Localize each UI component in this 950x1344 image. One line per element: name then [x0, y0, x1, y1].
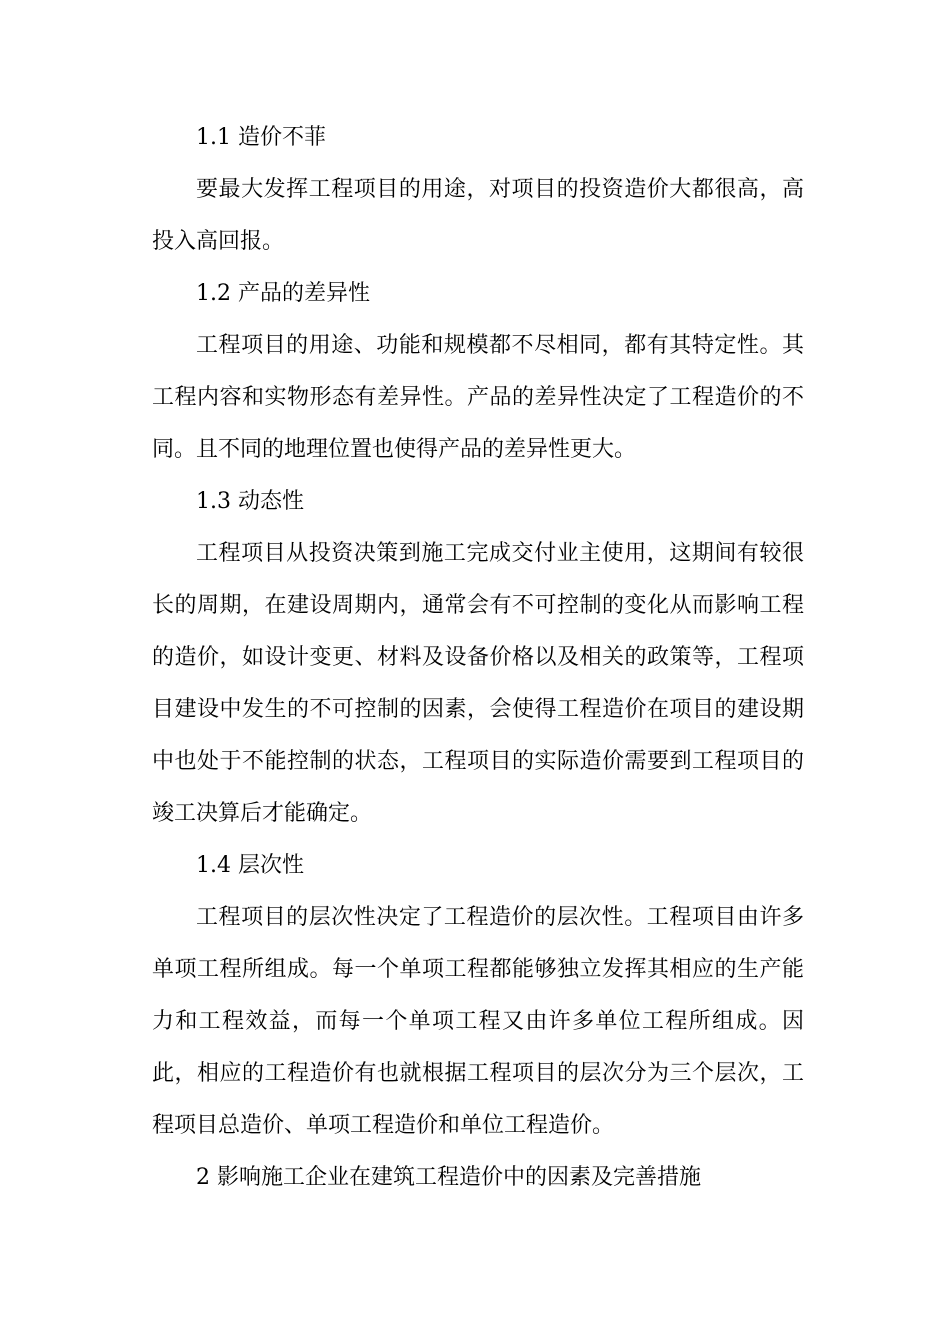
paragraph-dynamic: 工程项目从投资决策到施工完成交付业主使用，这期间有较很长的周期，在建设周期内，通常会有不可控制的变化从而影响工程的造价，如设计变更、材料及设备价格以及相关的政策等，工程项目建设中发生的不可控制的因素，会使得工程造价在项目的建设期中也处于不能控制的状态，工程项目的实际造价需要到工程项目的竣工决算后才能确定。 [152, 541, 804, 826]
section-heading-1-3: 1.3 动态性 [196, 489, 304, 514]
section-heading-1-1: 1.1 造价不菲 [196, 125, 326, 150]
section-heading-1-4: 1.4 层次性 [196, 853, 304, 878]
paragraph-difference: 工程项目的用途、功能和规模都不尽相同，都有其特定性。其工程内容和实物形态有差异性。产品的差异性决定了工程造价的不同。且不同的地理位置也使得产品的差异性更大。 [152, 333, 804, 462]
paragraph-hierarchy: 工程项目的层次性决定了工程造价的层次性。工程项目由许多单项工程所组成。每一个单项工程都能够独立发挥其相应的生产能力和工程效益，而每一个单项工程又由许多单位工程所组成。因此，相应的工程造价有也就根据工程项目的层次分为三个层次，工程项目总造价、单项工程造价和单位工程造价。 [152, 905, 804, 1138]
paragraph-cost: 要最大发挥工程项目的用途，对项目的投资造价大都很高，高投入高回报。 [152, 177, 804, 254]
section-heading-2: 2 影响施工企业在建筑工程造价中的因素及完善措施 [196, 1165, 701, 1190]
section-heading-1-2: 1.2 产品的差异性 [196, 281, 370, 306]
document-page [152, 112, 804, 1204]
